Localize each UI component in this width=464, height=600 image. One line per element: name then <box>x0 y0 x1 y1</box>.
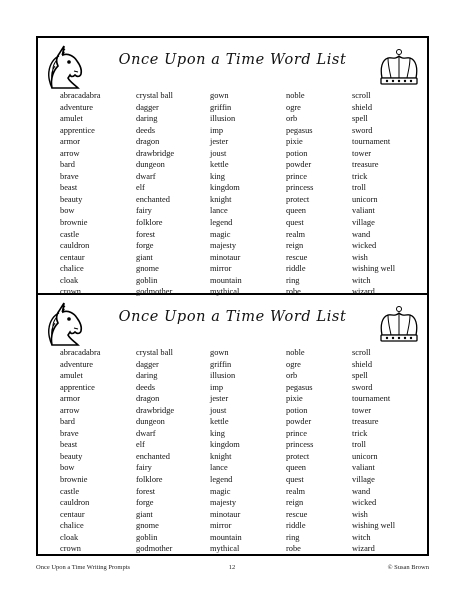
word-item: village <box>352 218 375 228</box>
word-item: deeds <box>136 382 156 392</box>
word-item: elf <box>136 183 145 193</box>
word-item: forest <box>136 486 156 496</box>
word-item: powder <box>286 417 312 427</box>
word-item: lance <box>210 463 228 473</box>
word-item: forge <box>136 241 154 251</box>
word-item: reign <box>286 241 304 251</box>
word-item: imp <box>210 382 224 392</box>
word-item: bard <box>60 417 75 427</box>
word-item: beauty <box>60 194 83 204</box>
word-item: robe <box>286 544 301 554</box>
word-item: protect <box>286 194 310 204</box>
word-item: minotaur <box>210 252 241 262</box>
word-item: sword <box>352 125 373 135</box>
crown-icon <box>376 305 422 345</box>
word-item: unicorn <box>352 194 378 204</box>
word-item: shield <box>352 102 373 112</box>
word-item: tournament <box>352 137 391 147</box>
word-item: beast <box>60 440 78 450</box>
word-item: enchanted <box>136 194 170 204</box>
word-item: chalice <box>60 521 84 531</box>
word-item: gnome <box>136 264 159 274</box>
word-item: reign <box>286 498 304 508</box>
word-item: fairy <box>136 206 152 216</box>
word-item: noble <box>286 91 305 100</box>
footer-page-number: 12 <box>228 564 236 571</box>
word-item: magic <box>210 229 231 239</box>
word-item: mountain <box>210 275 242 285</box>
word-item: wand <box>352 229 371 239</box>
word-item: wishing well <box>352 264 396 274</box>
word-item: pixie <box>286 137 303 147</box>
word-item: wicked <box>352 498 377 508</box>
word-column-3 <box>210 347 242 555</box>
word-item: village <box>352 475 375 485</box>
word-item: wizard <box>352 544 375 554</box>
word-item: folklore <box>136 475 163 485</box>
word-item: ogre <box>286 359 301 369</box>
word-item: king <box>210 428 225 438</box>
word-item: gown <box>210 348 229 357</box>
word-item: forge <box>136 498 154 508</box>
word-item: jester <box>210 137 229 147</box>
word-item: valiant <box>352 463 375 473</box>
word-list-panel-bottom <box>38 295 427 554</box>
word-item: prince <box>286 171 307 181</box>
word-item: wish <box>352 509 368 519</box>
word-item: drawbridge <box>136 148 175 158</box>
word-item: queen <box>286 206 306 216</box>
word-item: rescue <box>286 252 308 262</box>
word-item: cloak <box>60 532 79 542</box>
word-item: wizard <box>352 287 375 297</box>
word-item: witch <box>352 532 371 542</box>
word-item: joust <box>210 405 227 415</box>
word-item: bow <box>60 463 75 473</box>
word-column-3 <box>210 90 242 298</box>
word-item: griffin <box>210 102 232 112</box>
word-item: cloak <box>60 275 79 285</box>
word-item: mirror <box>210 264 232 274</box>
word-item: amulet <box>60 114 83 124</box>
word-item: abracadabra <box>60 91 101 100</box>
word-item: wishing well <box>352 521 396 531</box>
word-item: imp <box>210 125 224 135</box>
word-item: pegasus <box>286 382 313 392</box>
word-item: daring <box>136 114 158 124</box>
word-item: amulet <box>60 371 83 381</box>
word-item: centaur <box>60 509 85 519</box>
word-item: trick <box>352 171 368 181</box>
word-item: sword <box>352 382 373 392</box>
word-item: majesty <box>210 498 237 508</box>
word-item: cauldron <box>60 241 90 251</box>
word-item: godmother <box>136 544 173 554</box>
word-item: knight <box>210 451 232 461</box>
word-item: potion <box>286 148 308 158</box>
word-item: legend <box>210 475 233 485</box>
word-item: powder <box>286 160 312 170</box>
word-item: potion <box>286 405 308 415</box>
word-item: kingdom <box>210 183 240 193</box>
word-item: realm <box>286 486 306 496</box>
word-item: brownie <box>60 218 88 228</box>
word-item: daring <box>136 371 158 381</box>
word-item: tournament <box>352 394 391 404</box>
word-item: scroll <box>352 348 371 357</box>
word-item: valiant <box>352 206 375 216</box>
word-item: dagger <box>136 359 159 369</box>
word-item: gown <box>210 91 229 100</box>
word-item: dungeon <box>136 160 165 170</box>
word-item: beast <box>60 183 78 193</box>
word-item: arrow <box>60 405 80 415</box>
word-item: pegasus <box>286 125 313 135</box>
word-item: princess <box>286 440 314 450</box>
word-item: illusion <box>210 371 236 381</box>
word-item: wand <box>352 486 371 496</box>
word-item: adventure <box>60 102 94 112</box>
word-item: ring <box>286 532 300 542</box>
word-list-title: Once Upon a Time Word List <box>118 309 347 325</box>
word-item: griffin <box>210 359 232 369</box>
word-item: chalice <box>60 264 84 274</box>
word-column-1 <box>60 90 100 298</box>
word-item: quest <box>286 218 304 228</box>
word-item: riddle <box>286 264 306 274</box>
word-column-5 <box>352 347 395 555</box>
word-item: mirror <box>210 521 232 531</box>
word-item: magic <box>210 486 231 496</box>
word-item: protect <box>286 451 310 461</box>
word-item: rescue <box>286 509 308 519</box>
word-item: unicorn <box>352 451 378 461</box>
word-item: crown <box>60 544 81 554</box>
word-item: cauldron <box>60 498 90 508</box>
word-item: elf <box>136 440 145 450</box>
word-item: orb <box>286 114 298 124</box>
word-item: legend <box>210 218 233 228</box>
word-item: castle <box>60 486 80 496</box>
word-item: beauty <box>60 451 83 461</box>
word-item: tower <box>352 405 372 415</box>
word-item: wicked <box>352 241 377 251</box>
word-item: goblin <box>136 532 158 542</box>
word-item: ogre <box>286 102 301 112</box>
word-item: godmother <box>136 287 173 297</box>
word-item: dwarf <box>136 171 156 181</box>
word-item: king <box>210 171 225 181</box>
word-item: crystal ball <box>136 348 173 357</box>
word-item: armor <box>60 394 80 404</box>
word-item: mythical <box>210 287 240 297</box>
word-item: jester <box>210 394 229 404</box>
word-item: castle <box>60 229 80 239</box>
word-column-4 <box>286 347 313 555</box>
word-item: scroll <box>352 91 371 100</box>
word-item: noble <box>286 348 305 357</box>
word-item: dragon <box>136 394 160 404</box>
word-column-2 <box>136 90 174 298</box>
word-item: prince <box>286 428 307 438</box>
word-item: joust <box>210 148 227 158</box>
word-item: forest <box>136 229 156 239</box>
word-item: kingdom <box>210 440 240 450</box>
word-column-5 <box>352 90 395 298</box>
word-list-title: Once Upon a Time Word List <box>118 52 347 68</box>
word-item: wish <box>352 252 368 262</box>
word-item: folklore <box>136 218 163 228</box>
word-column-4 <box>286 90 313 298</box>
word-item: armor <box>60 137 80 147</box>
word-item: robe <box>286 287 301 297</box>
word-item: shield <box>352 359 373 369</box>
word-item: dragon <box>136 137 160 147</box>
word-item: gnome <box>136 521 159 531</box>
word-item: brave <box>60 428 79 438</box>
word-item: centaur <box>60 252 85 262</box>
word-item: treasure <box>352 160 379 170</box>
word-item: realm <box>286 229 306 239</box>
word-item: mythical <box>210 544 240 554</box>
word-item: brownie <box>60 475 88 485</box>
word-item: arrow <box>60 148 80 158</box>
word-item: apprentice <box>60 382 95 392</box>
word-item: troll <box>352 440 366 450</box>
word-item: dwarf <box>136 428 156 438</box>
word-item: crown <box>60 287 81 297</box>
word-item: goblin <box>136 275 158 285</box>
word-item: abracadabra <box>60 348 101 357</box>
word-item: giant <box>136 252 153 262</box>
word-item: trick <box>352 428 368 438</box>
word-item: kettle <box>210 417 229 427</box>
word-item: pixie <box>286 394 303 404</box>
word-item: kettle <box>210 160 229 170</box>
word-item: spell <box>352 371 368 381</box>
word-item: spell <box>352 114 368 124</box>
word-item: dungeon <box>136 417 165 427</box>
word-column-1 <box>60 347 100 555</box>
word-item: majesty <box>210 241 237 251</box>
word-item: crystal ball <box>136 91 173 100</box>
word-item: giant <box>136 509 153 519</box>
word-item: drawbridge <box>136 405 175 415</box>
word-item: quest <box>286 475 304 485</box>
word-item: dagger <box>136 102 159 112</box>
word-item: princess <box>286 183 314 193</box>
word-item: bow <box>60 206 75 216</box>
word-item: illusion <box>210 114 236 124</box>
word-item: enchanted <box>136 451 170 461</box>
word-item: riddle <box>286 521 306 531</box>
word-item: adventure <box>60 359 94 369</box>
word-item: fairy <box>136 463 152 473</box>
word-item: brave <box>60 171 79 181</box>
word-list-panel-top <box>38 38 427 297</box>
word-item: bard <box>60 160 75 170</box>
word-item: mountain <box>210 532 242 542</box>
word-item: minotaur <box>210 509 241 519</box>
word-item: knight <box>210 194 232 204</box>
word-item: lance <box>210 206 228 216</box>
word-column-2 <box>136 347 174 555</box>
crown-icon <box>376 48 422 88</box>
footer-book-title: Once Upon a Time Writing Prompts <box>36 564 131 571</box>
word-item: orb <box>286 371 298 381</box>
word-item: queen <box>286 463 306 473</box>
word-item: apprentice <box>60 125 95 135</box>
word-item: ring <box>286 275 300 285</box>
word-item: treasure <box>352 417 379 427</box>
footer-copyright: © Susan Brown <box>387 564 429 571</box>
word-item: tower <box>352 148 372 158</box>
word-item: deeds <box>136 125 156 135</box>
word-item: witch <box>352 275 371 285</box>
word-item: troll <box>352 183 366 193</box>
